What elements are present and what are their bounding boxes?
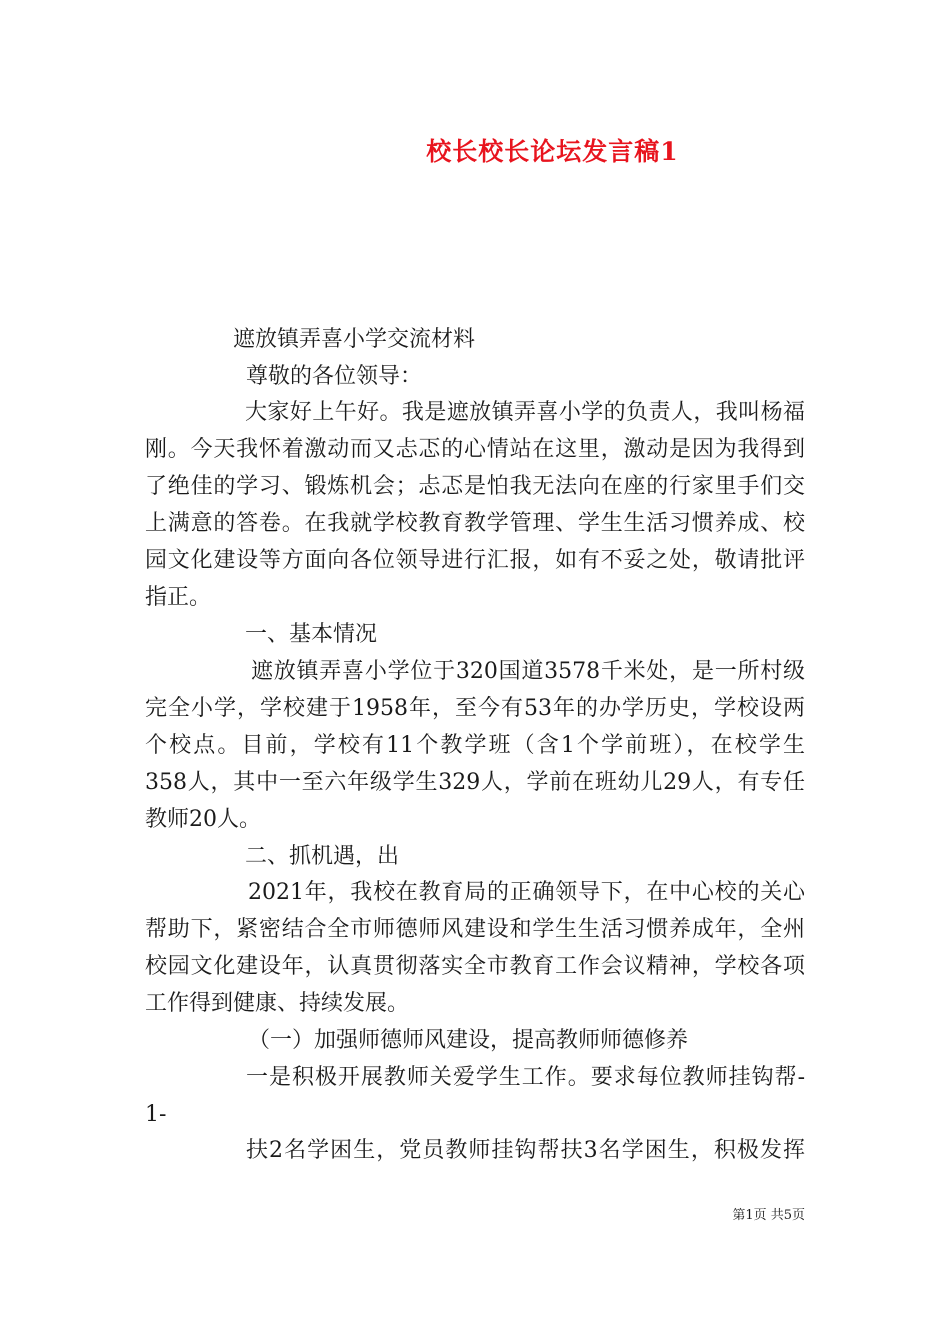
org-line: 遮放镇弄喜小学交流材料	[233, 327, 476, 352]
paragraph-line: 园文化建设等方面向各位领导进行汇报，如有不妥之处，敬请批评	[145, 548, 805, 573]
subsection-heading: （一）加强师德师风建设，提高教师师德修养	[248, 1028, 689, 1053]
paragraph-line: 个校点。目前，学校有11个教学班（含1个学前班），在校学生	[145, 733, 805, 758]
paragraph-line: 大家好上午好。我是遮放镇弄喜小学的负责人，我叫杨福	[245, 400, 805, 425]
paragraph-line: 上满意的答卷。在我就学校教育教学管理、学生生活习惯养成、校	[145, 511, 805, 536]
paragraph-line: 完全小学，学校建于1958年，至今有53年的办学历史，学校设两	[145, 696, 805, 721]
paragraph-line: 工作得到健康、持续发展。	[145, 991, 410, 1016]
paragraph-line: 扶2名学困生，党员教师挂钩帮扶3名学困生，积极发挥	[246, 1138, 805, 1163]
paragraph-line: 帮助下，紧密结合全市师德师风建设和学生生活习惯养成年，全州	[145, 917, 805, 942]
paragraph-line: 校园文化建设年，认真贯彻落实全市教育工作会议精神，学校各项	[145, 954, 805, 979]
paragraph-line: 2021年，我校在教育局的正确领导下，在中心校的关心	[248, 880, 805, 905]
paragraph-line: 教师20人。	[145, 807, 261, 832]
page-marker: 1-	[145, 1102, 167, 1127]
document-title: 校长校长论坛发言稿1	[426, 137, 679, 166]
page-footer: 第1页 共5页	[732, 1208, 805, 1223]
paragraph-line: 一是积极开展教师关爱学生工作。要求每位教师挂钩帮-	[246, 1065, 805, 1090]
paragraph-line: 遮放镇弄喜小学位于320国道3578千米处，是一所村级	[251, 659, 805, 684]
section-heading: 二、抓机遇，出	[245, 844, 400, 869]
section-heading: 一、基本情况	[245, 622, 378, 647]
paragraph-line: 指正。	[145, 585, 212, 610]
paragraph-line: 了绝佳的学习、锻炼机会；忐忑是怕我无法向在座的行家里手们交	[145, 474, 805, 499]
paragraph-line: 358人，其中一至六年级学生329人，学前在班幼儿29人，有专任	[145, 770, 805, 795]
greeting-line: 尊敬的各位领导：	[246, 364, 423, 389]
paragraph-line: 刚。今天我怀着激动而又忐忑的心情站在这里，激动是因为我得到	[145, 437, 805, 462]
